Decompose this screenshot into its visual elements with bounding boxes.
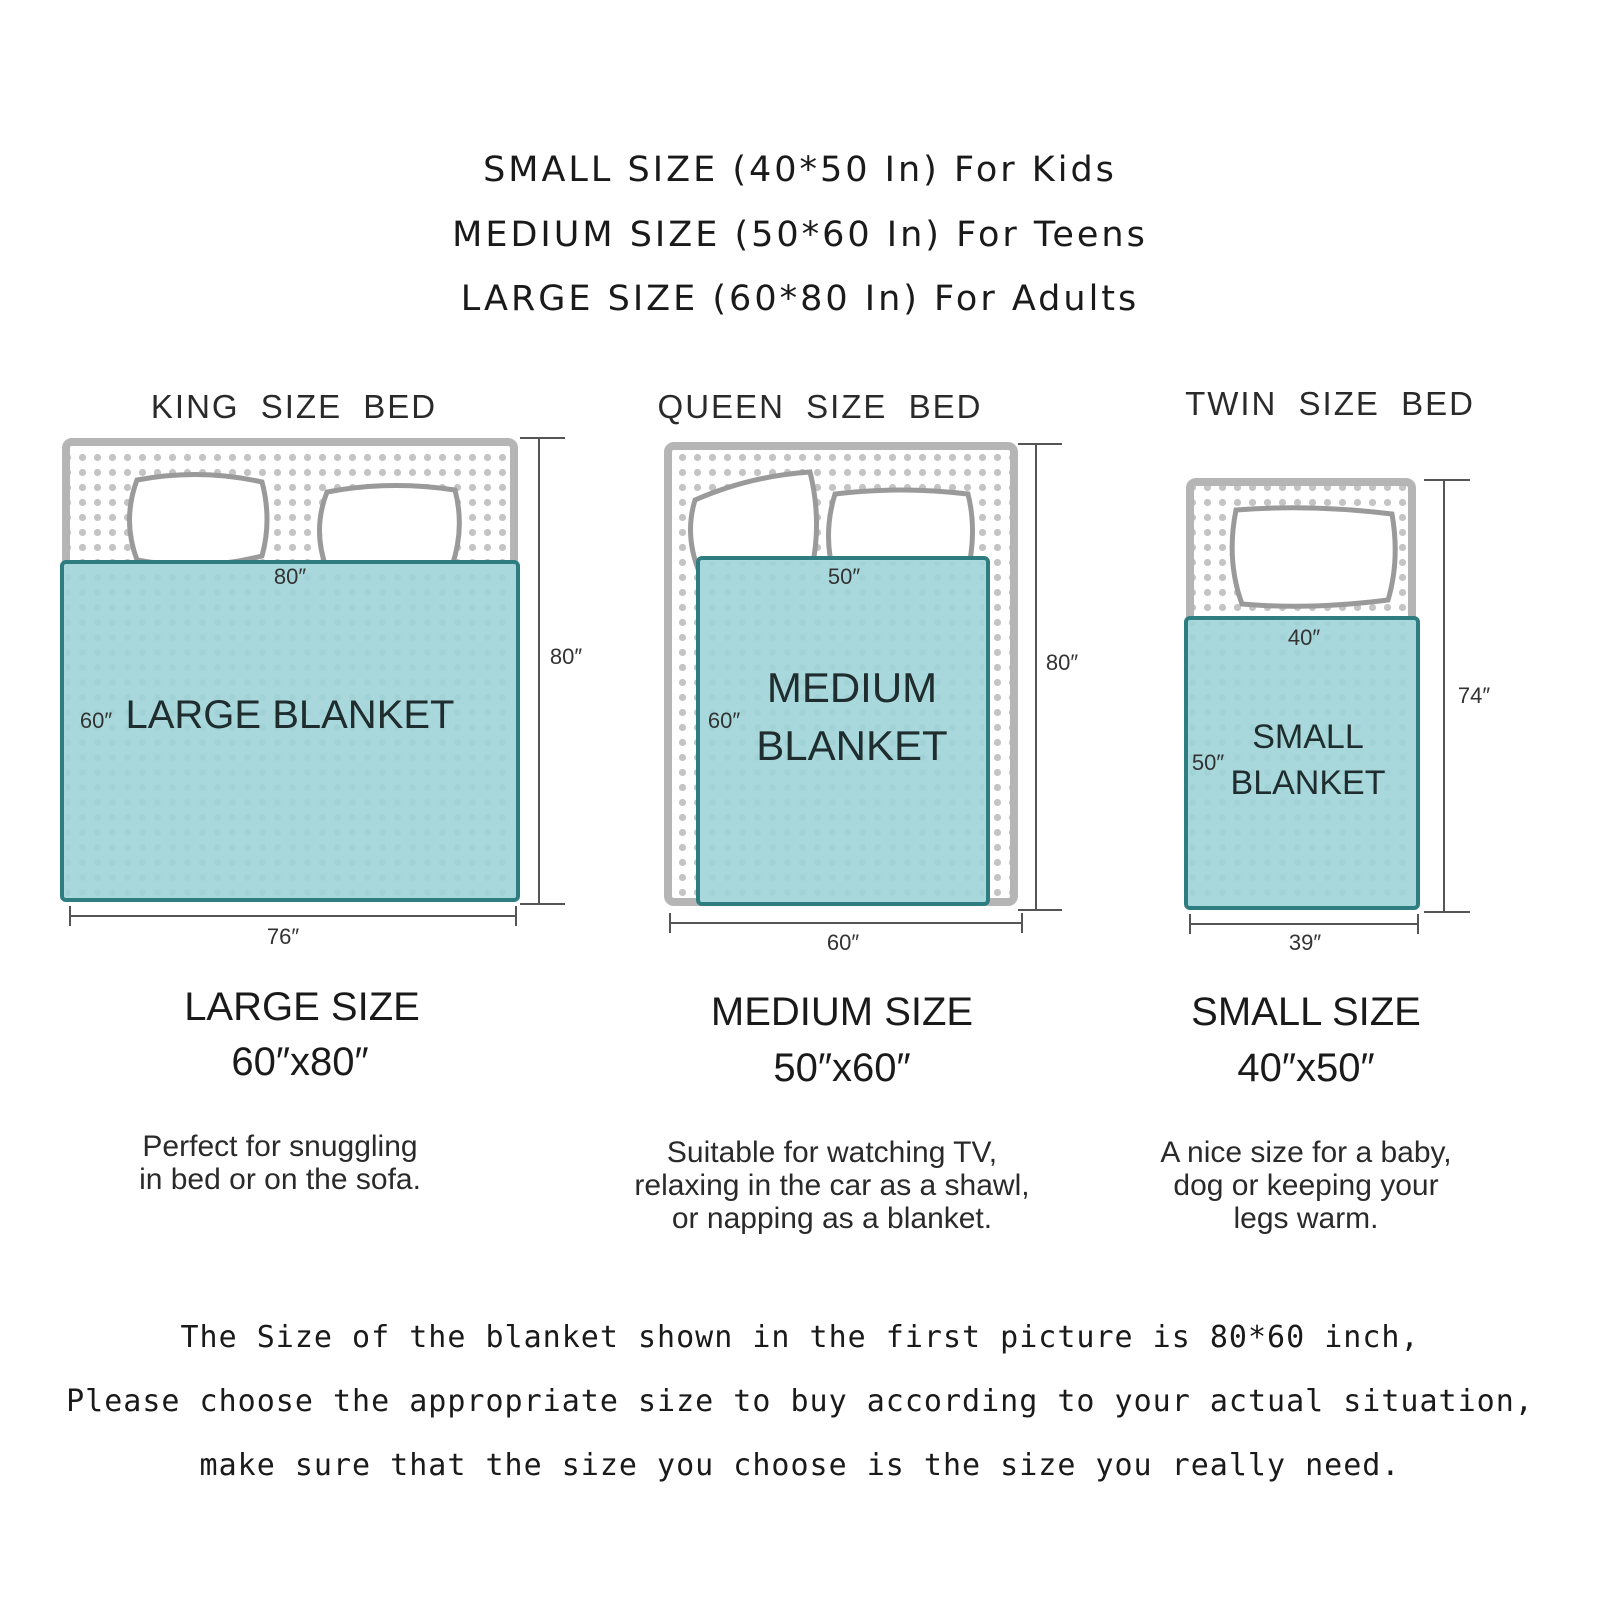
bed-height-label: 74″ xyxy=(1457,683,1491,708)
small-size-dims: 40″x50″ xyxy=(1237,1046,1375,1090)
twin-bed xyxy=(1186,480,1490,955)
queen-bed-title: QUEEN SIZE BED xyxy=(657,388,983,425)
bed-height-label: 80″ xyxy=(549,644,583,669)
blanket-height-label: 50″ xyxy=(1191,750,1225,775)
king-bed-title: KING SIZE BED xyxy=(150,388,438,425)
footer-line-2: Please choose the appropriate size to buy according to your actual situation, xyxy=(66,1384,1534,1419)
footer-line-3: make sure that the size you choose is the size you really need. xyxy=(199,1448,1401,1483)
blanket-label-large: LARGE BLANKET xyxy=(125,693,455,737)
blanket-height-label: 60″ xyxy=(707,708,741,733)
blanket-width-label: 50″ xyxy=(827,564,861,589)
header-line-small: SMALL SIZE (40*50 In) For Kids xyxy=(483,150,1117,190)
bed-width-label: 60″ xyxy=(826,930,860,955)
medium-size-description: Suitable for watching TV, relaxing in the car as a shawl, or napping as a blanket. xyxy=(634,1136,1030,1235)
bed-width-label: 39″ xyxy=(1288,930,1322,955)
blanket-label-small-1: SMALL xyxy=(1252,718,1364,756)
small-size-description: A nice size for a baby, dog or keeping your legs warm. xyxy=(1160,1136,1452,1235)
pillow-icon xyxy=(1232,508,1395,607)
queen-bed xyxy=(668,444,1078,955)
blanket-label-small-2: BLANKET xyxy=(1230,764,1386,802)
blanket-width-label: 80″ xyxy=(273,564,307,589)
large-size-title: LARGE SIZE xyxy=(184,985,420,1029)
pillow-icon xyxy=(130,474,268,565)
medium-size-title: MEDIUM SIZE xyxy=(710,990,974,1034)
blanket-label-medium-2: BLANKET xyxy=(756,722,948,769)
header-line-medium: MEDIUM SIZE (50*60 In) For Teens xyxy=(452,215,1148,255)
bed-width-label: 76″ xyxy=(266,924,300,949)
blanket-width-label: 40″ xyxy=(1287,625,1321,650)
bed-height-label: 80″ xyxy=(1045,650,1079,675)
blanket-height-label: 60″ xyxy=(79,708,113,733)
header-line-large: LARGE SIZE (60*80 In) For Adults xyxy=(460,279,1140,319)
medium-size-dims: 50″x60″ xyxy=(773,1046,911,1090)
king-bed xyxy=(62,438,582,949)
small-size-title: SMALL SIZE xyxy=(1191,990,1421,1034)
footer-line-1: The Size of the blanket shown in the first picture is 80*60 inch, xyxy=(180,1320,1420,1355)
twin-bed-title: TWIN SIZE BED xyxy=(1185,385,1475,422)
large-size-description: Perfect for snuggling in bed or on the sofa. xyxy=(139,1130,421,1196)
large-size-dims: 60″x80″ xyxy=(231,1040,369,1084)
blanket-label-medium-1: MEDIUM xyxy=(766,664,938,711)
